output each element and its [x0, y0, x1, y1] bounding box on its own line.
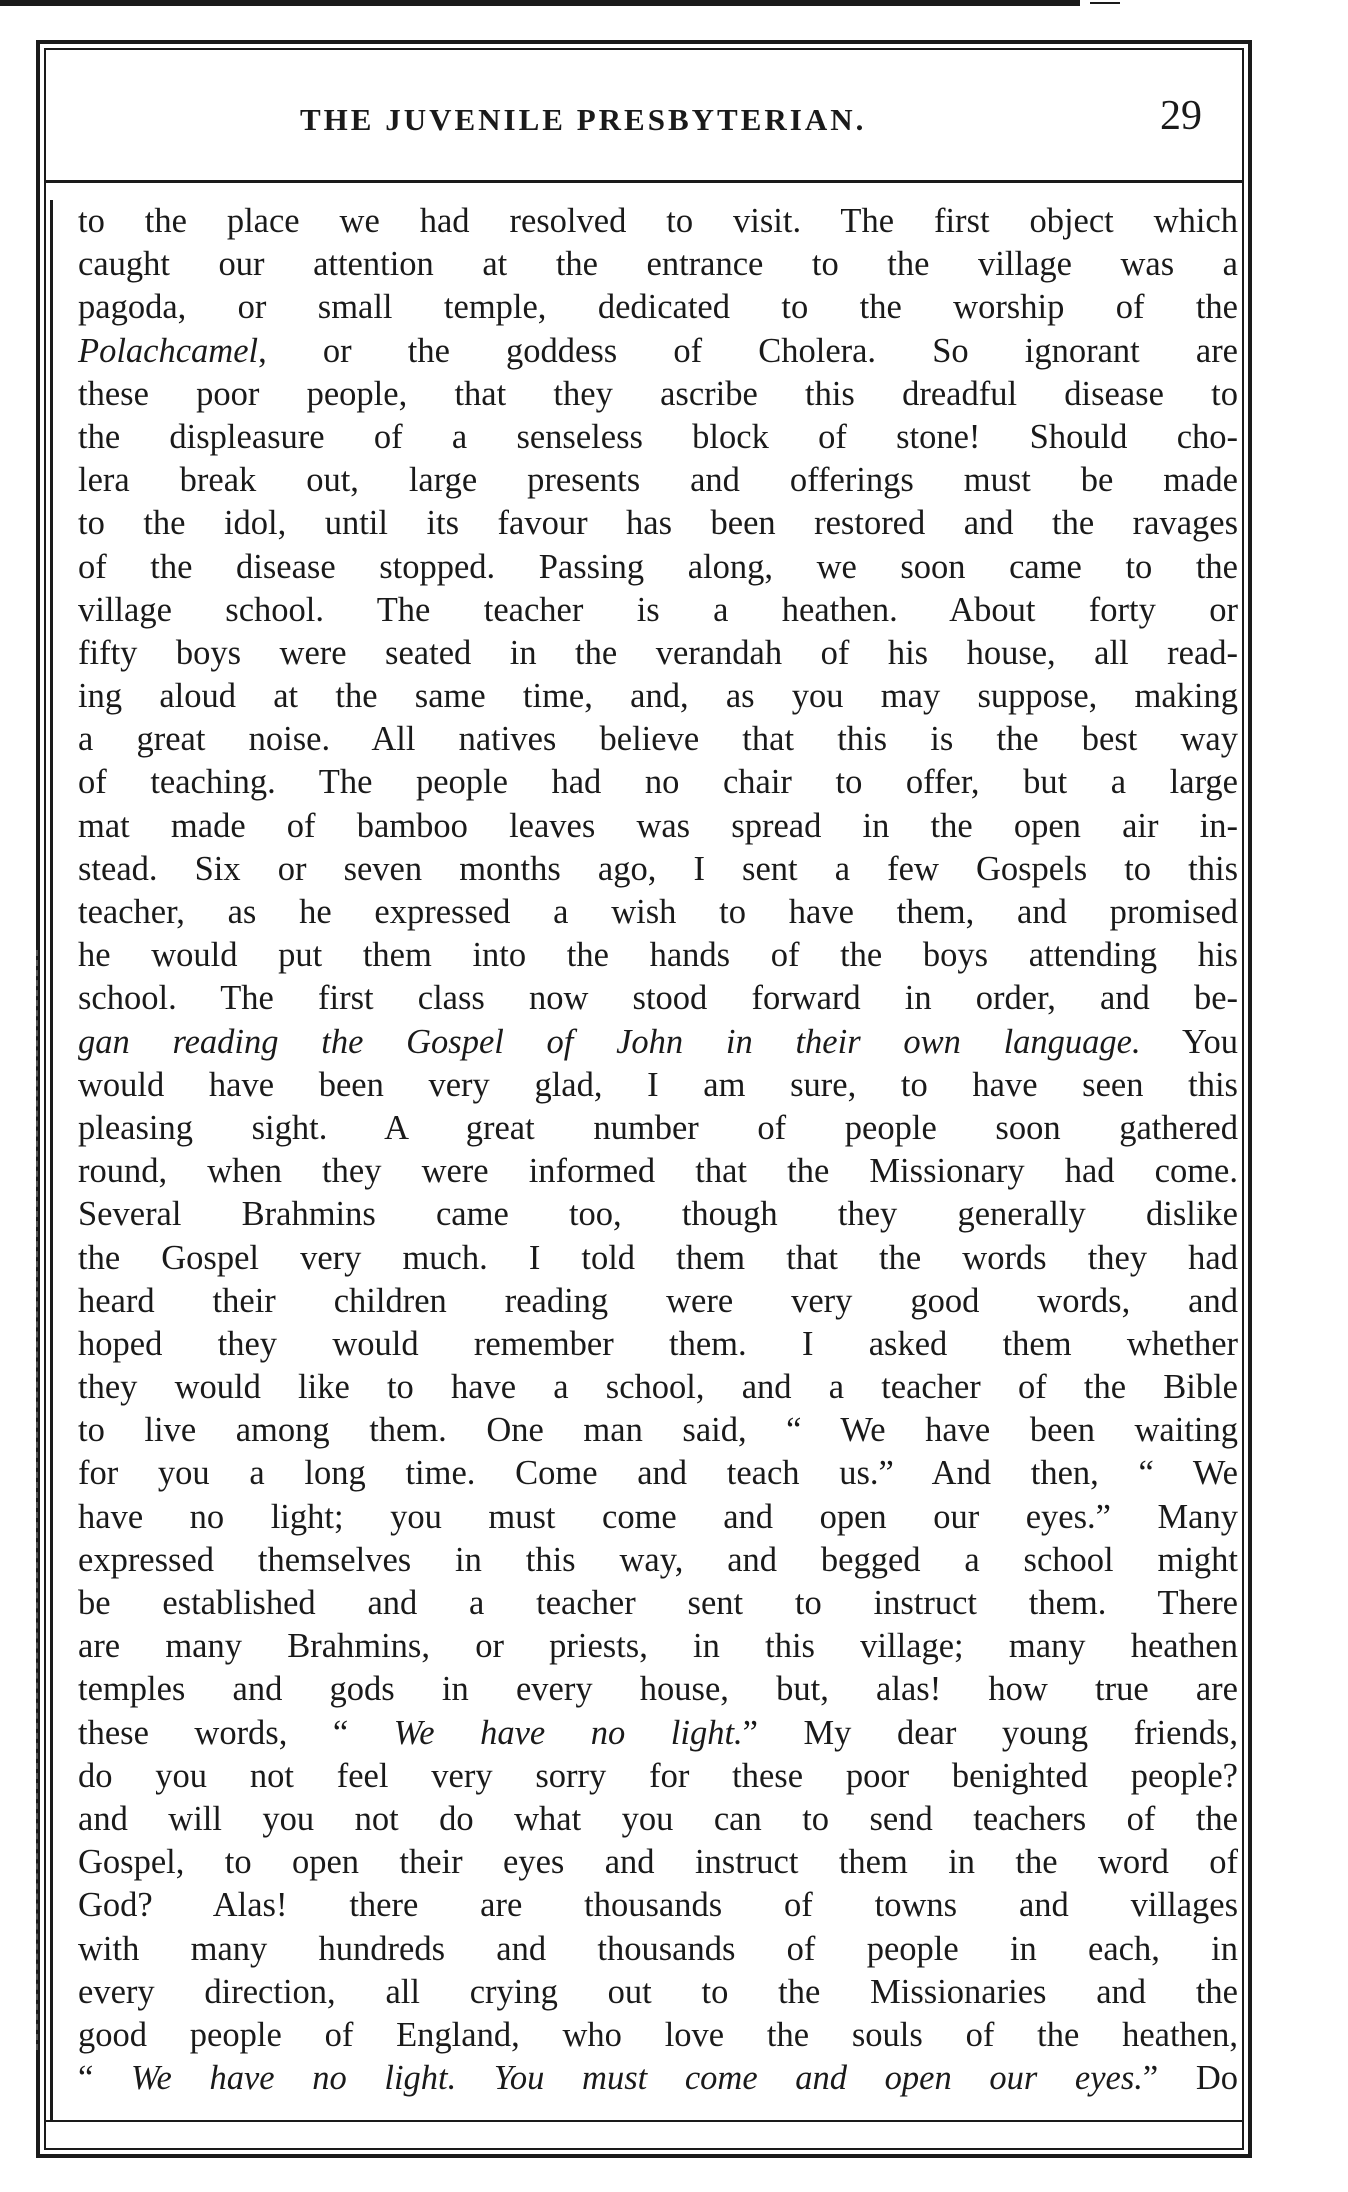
text-line: good people of England, who love the souls of the heathen,	[78, 2015, 1238, 2054]
text-line: stead. Six or seven months ago, I sent a few Gospels to this	[78, 849, 1238, 888]
text-line: caught our attention at the entrance to the village was a	[78, 245, 1238, 284]
text-line: heard their children reading were very good words, and	[78, 1281, 1238, 1320]
text-line: of the disease stopped. Passing along, we soon came to the	[78, 547, 1238, 586]
text-line: gan reading the Gospel of John in their own language. You	[78, 1022, 1238, 1061]
text-line: to live among them. One man said, “ We have been waiting	[78, 1411, 1238, 1450]
text-line: for you a long time. Come and teach us.” And then, “ We	[78, 1454, 1238, 1493]
text-line: the displeasure of a senseless block of stone! Should cho-	[78, 417, 1238, 456]
text-line: a great noise. All natives believe that this is the best way	[78, 720, 1238, 759]
page-header	[60, 88, 1228, 168]
text-line: have no light; you must come and open our eyes.” Many	[78, 1497, 1238, 1536]
text-line: every direction, all crying out to the Missionaries and the	[78, 1972, 1238, 2011]
article-body	[78, 200, 1238, 2100]
text-line: hoped they would remember them. I asked them whether	[78, 1324, 1238, 1363]
text-line: Gospel, to open their eyes and instruct them in the word of	[78, 1843, 1238, 1882]
text-line: are many Brahmins, or priests, in this village; many heathen	[78, 1627, 1238, 1666]
text-line: “ We have no light. You must come and open our eyes.” Do	[78, 2059, 1239, 2098]
text-line: fifty boys were seated in the verandah of his house, all read-	[78, 633, 1238, 672]
text-line: the Gospel very much. I told them that the words they had	[78, 1238, 1238, 1277]
text-line: of teaching. The people had no chair to offer, but a large	[78, 763, 1238, 802]
text-line: pagoda, or small temple, dedicated to the worship of the	[78, 288, 1238, 327]
text-line: and will you not do what you can to send teachers of the	[78, 1799, 1238, 1838]
text-line: ing aloud at the same time, and, as you may suppose, making	[78, 677, 1238, 716]
text-line: these poor people, that they ascribe this dreadful disease to	[78, 374, 1238, 413]
text-line: do you not feel very sorry for these poor benighted people?	[78, 1756, 1238, 1795]
left-margin-rule	[50, 200, 53, 2120]
text-line: would have been very glad, I am sure, to have seen this	[78, 1065, 1238, 1104]
text-line: he would put them into the hands of the boys attending his	[78, 936, 1238, 975]
page-number: 29	[1160, 93, 1202, 139]
text-line: temples and gods in every house, but, alas! how true are	[78, 1670, 1238, 1709]
text-line: round, when they were informed that the Missionary had come.	[78, 1152, 1238, 1191]
text-line: Polachcamel, or the goddess of Cholera. So ignorant are	[78, 331, 1238, 370]
text-line: they would like to have a school, and a teacher of the Bible	[78, 1368, 1238, 1407]
top-border-rule	[0, 0, 1080, 6]
text-line: to the idol, until its favour has been restored and the ravages	[78, 504, 1238, 543]
text-line: school. The first class now stood forward in order, and be-	[78, 979, 1238, 1018]
text-line: Several Brahmins came too, though they generally dislike	[78, 1195, 1238, 1234]
text-line: God? Alas! there are thousands of towns and villages	[78, 1886, 1238, 1925]
header-rule	[44, 180, 1244, 183]
text-line: these words, “ We have no light.” My dear young friends,	[78, 1713, 1239, 1752]
text-line: village school. The teacher is a heathen. About forty or	[78, 590, 1238, 629]
text-line: with many hundreds and thousands of people in each, in	[78, 1929, 1238, 1968]
running-title: THE JUVENILE PRESBYTERIAN.	[300, 102, 867, 137]
text-line: lera break out, large presents and offerings must be made	[78, 461, 1238, 500]
text-line: be established and a teacher sent to instruct them. There	[78, 1584, 1238, 1622]
text-line: to the place we had resolved to visit. The first object which	[78, 202, 1238, 240]
text-line: expressed themselves in this way, and begged a school might	[78, 1540, 1238, 1579]
top-border-fragment	[1090, 2, 1120, 4]
text-line: pleasing sight. A great number of people soon gathered	[78, 1108, 1238, 1147]
text-line: mat made of bamboo leaves was spread in the open air in-	[78, 806, 1238, 845]
footer-rule	[44, 2120, 1244, 2122]
text-line: teacher, as he expressed a wish to have them, and promised	[78, 893, 1238, 931]
margin-marks	[36, 950, 50, 2050]
